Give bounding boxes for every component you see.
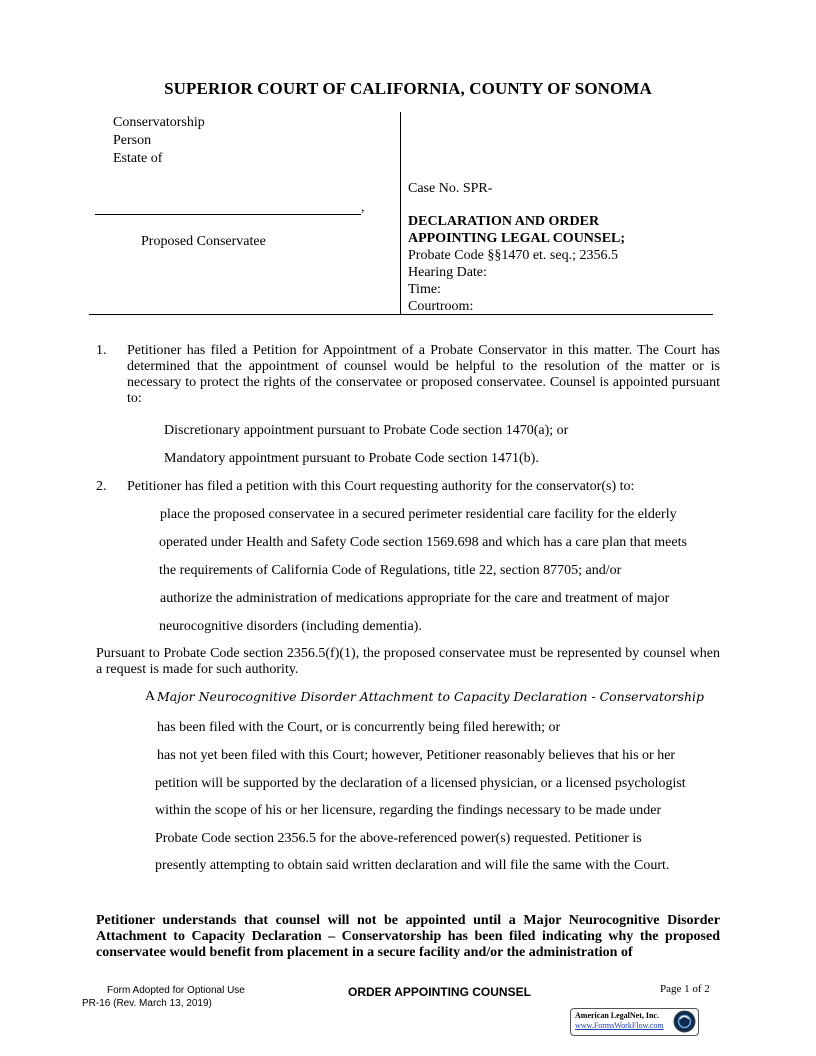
page-number: Page 1 of 2 xyxy=(660,983,710,995)
signature-comma: , xyxy=(361,200,365,215)
secured-placement-line-1: place the proposed conservatee in a secured perimeter residential care facility for the elderly xyxy=(160,507,677,522)
document-title-line1: DECLARATION AND ORDER xyxy=(408,214,600,229)
probate-code-reference: Probate Code §§1470 et. seq.; 2356.5 xyxy=(408,248,618,263)
caption-estate-of: Estate of xyxy=(113,151,163,166)
item-1-text: Petitioner has filed a Petition for Appointment of a Probate Conservator in this matter. The Court has determined that the appointment of counsel would be helpful to the resolution of the matter or is necessary to protect the rights of the conservatee or proposed conservatee. Counsel is appointed pursuant to: xyxy=(127,343,720,406)
footer-center-title: ORDER APPOINTING COUNSEL xyxy=(348,985,531,999)
caption-vertical-divider xyxy=(400,112,401,315)
caption-bottom-rule xyxy=(89,314,713,315)
courtroom-label: Courtroom: xyxy=(408,299,474,314)
caption-conservatorship: Conservatorship xyxy=(113,115,205,130)
logo-website-link[interactable]: www.FormsWorkFlow.com xyxy=(575,1021,664,1030)
medication-line-1: authorize the administration of medications appropriate for the care and treatment of major xyxy=(160,591,670,606)
hearing-date-label: Hearing Date: xyxy=(408,265,487,280)
secured-placement-line-2: operated under Health and Safety Code section 1569.698 and which has a care plan that meets xyxy=(159,535,687,550)
item-1-number: 1. xyxy=(96,343,107,358)
footer-form-adopted: Form Adopted for Optional Use xyxy=(107,985,245,996)
pursuant-paragraph: Pursuant to Probate Code section 2356.5(f)(1), the proposed conservatee must be represented by counsel when a request is made for such authority. xyxy=(96,646,720,677)
case-number: Case No. SPR- xyxy=(408,181,493,196)
item-2-number: 2. xyxy=(96,479,107,494)
secured-placement-line-3: the requirements of California Code of Regulations, title 22, section 87705; and/or xyxy=(159,563,622,578)
option-discretionary: Discretionary appointment pursuant to Probate Code section 1470(a); or xyxy=(164,423,569,438)
option-mandatory: Mandatory appointment pursuant to Probate Code section 1471(b). xyxy=(164,451,539,466)
filed-option: has been filed with the Court, or is concurrently being filed herewith; or xyxy=(157,720,561,735)
not-filed-line-1: has not yet been filed with this Court; however, Petitioner reasonably believes that his or her xyxy=(157,748,676,763)
logo-company-name: American LegalNet, Inc. xyxy=(575,1011,659,1020)
globe-icon xyxy=(673,1010,696,1033)
not-filed-line-5: presently attempting to obtain said written declaration and will file the same with the Court. xyxy=(155,858,670,873)
document-title-line2: APPOINTING LEGAL COUNSEL; xyxy=(408,231,626,246)
conservatee-name-line xyxy=(95,214,361,215)
item-2-text: Petitioner has filed a petition with this Court requesting authority for the conservator(s) to: xyxy=(127,479,635,494)
attachment-title: Major Neurocognitive Disorder Attachment to Capacity Declaration - Conservatorship xyxy=(157,689,705,704)
not-filed-line-2: petition will be supported by the declaration of a licensed physician, or a licensed psychologist xyxy=(155,776,686,791)
not-filed-line-3: within the scope of his or her licensure, regarding the findings necessary to be made under xyxy=(155,803,662,818)
not-filed-line-4: Probate Code section 2356.5 for the above-referenced power(s) requested. Petitioner is xyxy=(155,831,642,846)
medication-line-2: neurocognitive disorders (including dementia). xyxy=(159,619,422,634)
time-label: Time: xyxy=(408,282,441,297)
attachment-prefix: A xyxy=(145,689,156,704)
court-title: SUPERIOR COURT OF CALIFORNIA, COUNTY OF SONOMA xyxy=(164,79,652,98)
footer-form-number: PR-16 (Rev. March 13, 2019) xyxy=(82,998,212,1009)
proposed-conservatee-label: Proposed Conservatee xyxy=(141,234,266,249)
petitioner-understands-paragraph: Petitioner understands that counsel will not be appointed until a Major Neurocognitive Disorder Attachment to Capacity Declaration – Conservatorship has been filed indicating why the proposed conservatee would benefit from placement in a secure facility and/or the administration of xyxy=(96,913,720,960)
caption-person: Person xyxy=(113,133,152,148)
american-legalnet-logo[interactable] xyxy=(570,1008,699,1036)
